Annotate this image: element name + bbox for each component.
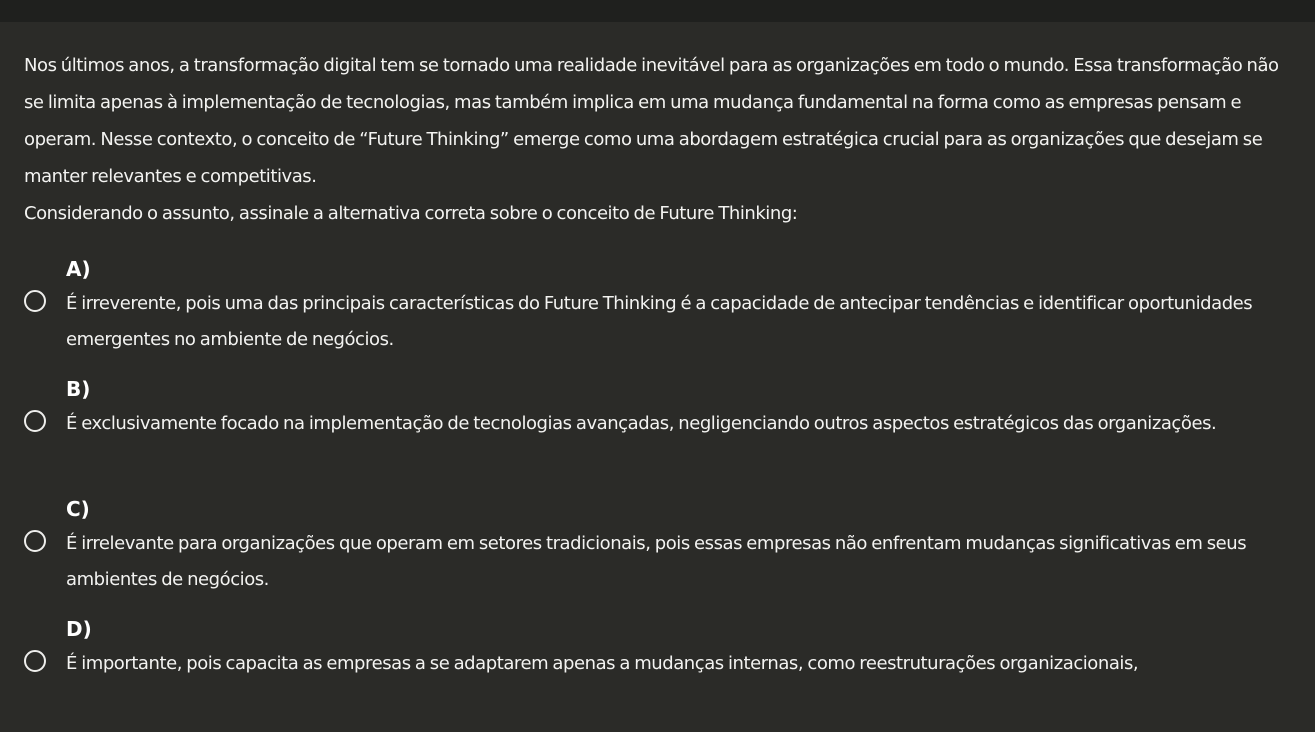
option-c-label: C) <box>66 497 90 521</box>
option-c-radio[interactable] <box>24 530 46 552</box>
option-d[interactable] <box>24 612 1289 732</box>
option-a-text[interactable]: É irreverente, pois uma das principais características do Future Thinking é a capacidade de antecipar tendências e identificar oportunidades emergentes no ambiente de negócios. <box>66 293 1253 350</box>
top-bar <box>0 0 1315 22</box>
option-a-radio[interactable] <box>24 290 46 312</box>
option-a[interactable] <box>24 252 1289 372</box>
option-d-text[interactable]: É importante, pois capacita as empresas a se adaptarem apenas a mudanças internas, como reestruturações organizacionais, <box>66 653 1139 674</box>
option-d-label: D) <box>66 617 92 641</box>
option-b[interactable] <box>24 372 1289 492</box>
question-content <box>24 47 1284 232</box>
option-a-label: A) <box>66 257 91 281</box>
option-c[interactable] <box>24 492 1289 612</box>
question-statement: Nos últimos anos, a transformação digital tem se tornado uma realidade inevitável para as organizações em todo o mundo. Essa transformação não se limita apenas à implementação de tecnologias, mas também implica em uma mudança fundamental na forma como as empresas pensam e operam. Nesse contexto, o conceito de “Future Thinking” emerge como uma abordagem estratégica crucial para as organizações que desejam se manter relevantes e competitivas. <box>24 55 1279 187</box>
option-c-text[interactable]: É irrelevante para organizações que operam em setores tradicionais, pois essas empresas não enfrentam mudanças significativas em seus ambientes de negócios. <box>66 533 1247 590</box>
option-b-text[interactable]: É exclusivamente focado na implementação de tecnologias avançadas, negligenciando outros aspectos estratégicos das organizações. <box>66 413 1217 434</box>
question-prompt: Considerando o assunto, assinale a alternativa correta sobre o conceito de Future Thinking: <box>24 203 798 224</box>
option-b-label: B) <box>66 377 91 401</box>
option-d-radio[interactable] <box>24 650 46 672</box>
option-b-radio[interactable] <box>24 410 46 432</box>
answer-options <box>24 252 1289 732</box>
